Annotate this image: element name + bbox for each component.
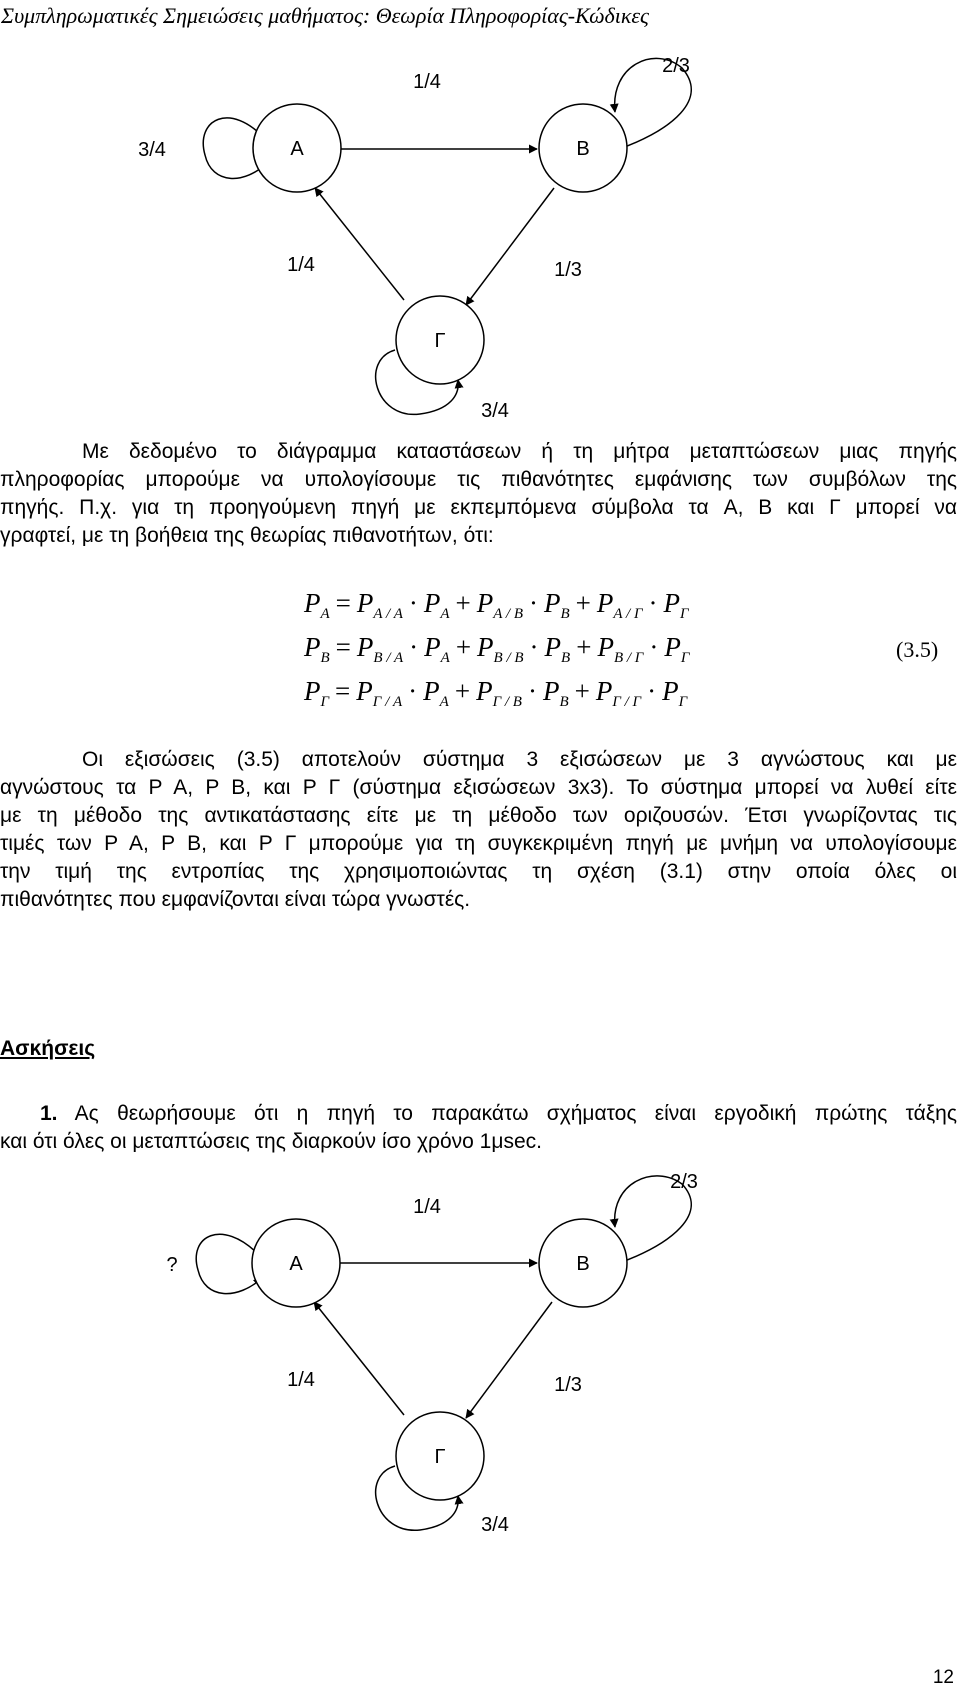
edge-b-c bbox=[466, 188, 554, 305]
node-a-label: A bbox=[290, 138, 304, 160]
node-a-label: A bbox=[289, 1253, 303, 1275]
exercise-1-number: 1. bbox=[40, 1102, 58, 1125]
paragraph-1-line-1: Με δεδομένο το διάγραμμα καταστάσεων ή τη μήτρα μεταπτώσεων μιας πηγής bbox=[82, 440, 957, 463]
equation-row-3: $P_\Gamma = P_{\Gamma / A} \cdot P_A + P_{\Gamma / B} \cdot P_B + P_{\Gamma / \Gamma} \cdot P_\Gamma$ bbox=[304, 676, 688, 710]
node-c-label: Γ bbox=[434, 1446, 446, 1468]
paragraph-1-line-3: πηγής. Π.χ. για τη προηγούμενη πηγή με εκπεμπόμενα σύμβολα τα A, B και Γ μπορεί να bbox=[0, 496, 957, 519]
exercise-1-line-1: 1. Ας θεωρήσουμε ότι η πηγή το παρακάτω σχήματος είναι εργοδική πρώτης τάξης bbox=[40, 1102, 957, 1125]
label-a-a: 3/4 bbox=[138, 139, 166, 161]
node-b-label: B bbox=[576, 138, 590, 160]
equation-number: (3.5) bbox=[896, 637, 939, 662]
label-b-c: 1/3 bbox=[554, 1374, 582, 1396]
edge-c-a bbox=[315, 188, 404, 300]
paragraph-2-line-3: με τη μέθοδο της αντικατάστασης είτε με τη μέθοδο των οριζουσών. Έτσι γνωρίζοντας τις bbox=[0, 804, 957, 827]
state-diagram-2 bbox=[0, 1170, 960, 1600]
node-c-label: Γ bbox=[434, 330, 446, 352]
equation-row-2: $P_B = P_{B / A} \cdot P_A + P_{B / B} \cdot P_B + P_{B / \Gamma} \cdot P_\Gamma$ bbox=[304, 632, 690, 666]
label-b-b: 2/3 bbox=[662, 55, 690, 77]
paragraph-2-line-5: την τιμή της εντροπίας της χρησιμοποιώντας τη σχέση (3.1) στην οποία όλες οι bbox=[0, 860, 957, 883]
paragraph-1-line-4: γραφτεί, με τη βοήθεια της θεωρίας πιθανοτήτων, ότι: bbox=[0, 524, 494, 547]
label-c-c: 3/4 bbox=[481, 400, 509, 422]
exercises-title: Ασκήσεις bbox=[0, 1037, 96, 1060]
paragraph-2-line-1: Οι εξισώσεις (3.5) αποτελούν σύστημα 3 εξισώσεων με 3 αγνώστους και με bbox=[82, 748, 957, 771]
label-a-a: ? bbox=[166, 1254, 178, 1276]
state-diagram-1 bbox=[0, 0, 960, 430]
page-header: Συμπληρωματικές Σημειώσεις μαθήματος: Θεωρία Πληροφορίας-Κώδικες bbox=[1, 3, 649, 28]
exercise-1-line-2: και ότι όλες οι μεταπτώσεις της διαρκούν ίσο χρόνο 1μsec. bbox=[0, 1130, 542, 1153]
label-a-b: 1/4 bbox=[413, 1196, 441, 1218]
paragraph-2-line-2: αγνώστους τα P A, P B, και P Γ (σύστημα εξισώσεων 3x3). Το σύστημα μπορεί να λυθεί είτε bbox=[0, 776, 957, 799]
exercise-1 bbox=[0, 1100, 957, 1156]
label-c-c: 3/4 bbox=[481, 1514, 509, 1536]
label-a-b: 1/4 bbox=[413, 71, 441, 93]
node-b-label: B bbox=[576, 1253, 590, 1275]
label-b-c: 1/3 bbox=[554, 259, 582, 281]
edge-c-a bbox=[314, 1302, 404, 1415]
paragraph-2-line-6: πιθανότητες που εμφανίζονται είναι τώρα γνωστές. bbox=[0, 888, 471, 911]
paragraph-2 bbox=[0, 746, 957, 914]
paragraph-2-line-4: τιμές των P A, P B, και P Γ μπορούμε για τη συγκεκριμένη πηγή με μνήμη να υπολογίσουμε bbox=[0, 832, 957, 855]
paragraph-1-line-2: πληροφορίας μπορούμε να υπολογίσουμε τις πιθανότητες εμφάνισης των συμβόλων της bbox=[0, 468, 957, 491]
label-c-a: 1/4 bbox=[287, 1369, 315, 1391]
page-number: 12 bbox=[932, 1667, 954, 1688]
edge-b-c bbox=[466, 1302, 552, 1418]
equation-row-1: $P_A = P_{A / A} \cdot P_A + P_{A / B} \cdot P_B + P_{A / \Gamma} \cdot P_\Gamma$ bbox=[304, 588, 689, 622]
paragraph-1 bbox=[0, 438, 957, 550]
label-b-b: 2/3 bbox=[670, 1171, 698, 1193]
label-c-a: 1/4 bbox=[287, 254, 315, 276]
